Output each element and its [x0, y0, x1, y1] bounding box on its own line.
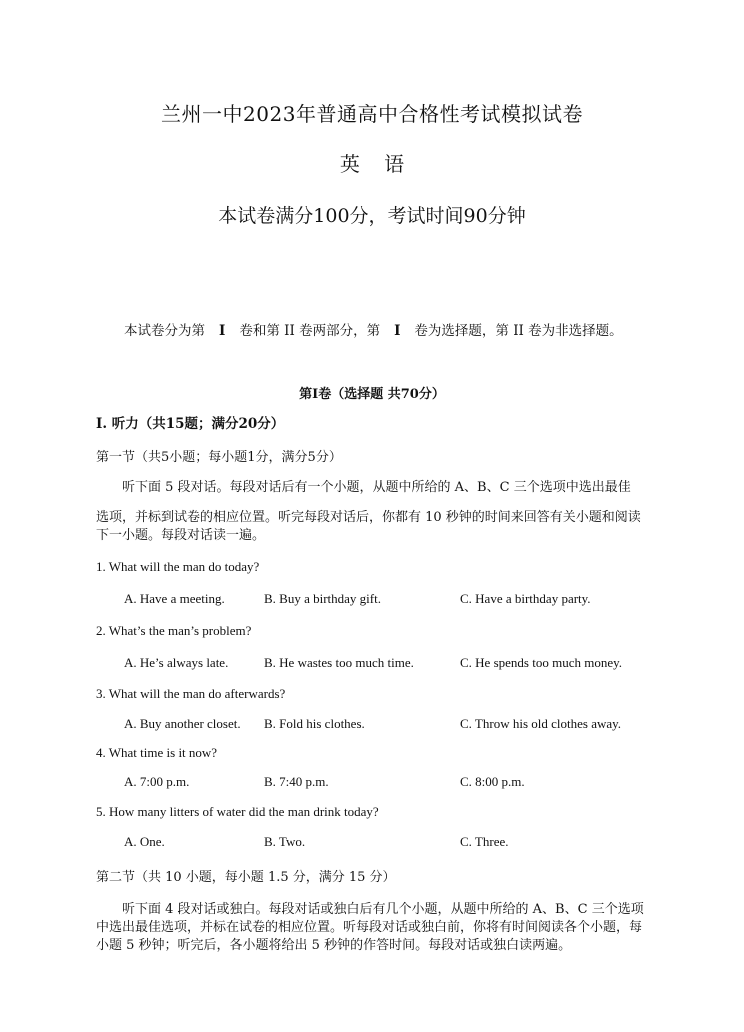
- intro-text-1: 本试卷分为第: [124, 323, 205, 339]
- intro-text-2: 卷和第 II 卷两部分，第: [239, 323, 381, 339]
- q4-option-b: B. 7:40 p.m.: [264, 774, 329, 789]
- exam-title: 兰州一中2023年普通高中合格性考试模拟试卷: [161, 102, 583, 126]
- q5-option-b: B. Two.: [264, 834, 306, 849]
- question-4: 4. What time is it now?: [96, 745, 218, 760]
- section2-instructions: 听下面 4 段对话或独白。每段对话或独白后有几个小题，从题中所给的 A、B、C 三个选项中选出最佳选项，并标在试卷的相应位置。听每段对话或独白前，你将有时间阅读各个小题，每小题 5 秒钟；听完后，各小题将给出 5 秒钟的作答时间。每段对话或独白读两遍。: [96, 902, 644, 953]
- section1-heading: 第一节（共5小题；每小题1分，满分5分）: [96, 450, 342, 465]
- question-5: 5. How many litters of water did the man drink today?: [96, 804, 379, 819]
- question-3: 3. What will the man do afterwards?: [96, 686, 286, 701]
- listening-heading: I. 听力（共15题；满分20分）: [96, 416, 285, 432]
- q5-option-c: C. Three.: [460, 834, 509, 849]
- q2-option-b: B. He wastes too much time.: [264, 655, 414, 670]
- q3-option-b: B. Fold his clothes.: [264, 716, 365, 731]
- volume1-heading: 第I卷（选择题 共70分）: [299, 387, 445, 402]
- section1-instructions-line2: 选项，并标到试卷的相应位置。听完每段对话后，你都有 10 秒钟的时间来回答有关小题和阅读下一小题。每段对话读一遍。: [96, 510, 641, 543]
- subject-title: 英 语: [339, 152, 405, 176]
- q1-option-b: B. Buy a birthday gift.: [264, 591, 381, 606]
- q5-option-a: A. One.: [124, 834, 165, 849]
- section2-heading: 第二节（共 10 小题，每小题 1.5 分，满分 15 分）: [96, 870, 396, 885]
- question-2: 2. What’s the man’s problem?: [96, 623, 252, 638]
- q2-option-a: A. He’s always late.: [124, 655, 229, 670]
- intro-text-3: 卷为选择题，第 II 卷为非选择题。: [414, 323, 623, 339]
- q2-option-c: C. He spends too much money.: [460, 655, 622, 670]
- q3-option-c: C. Throw his old clothes away.: [460, 716, 622, 731]
- q1-option-c: C. Have a birthday party.: [460, 591, 591, 606]
- exam-notice: 本试卷满分100分，考试时间90分钟: [218, 205, 526, 227]
- intro-paragraph: [124, 320, 654, 342]
- q3-option-a: A. Buy another closet.: [124, 716, 241, 731]
- q4-option-c: C. 8:00 p.m.: [460, 774, 525, 789]
- q1-option-a: A. Have a meeting.: [124, 591, 225, 606]
- question-1: 1. What will the man do today?: [96, 559, 260, 574]
- intro-roman-2: I: [394, 323, 401, 339]
- section1-instructions-line1: 听下面 5 段对话。每段对话后有一个小题，从题中所给的 A、B、C 三个选项中选出最佳: [122, 480, 631, 495]
- q4-option-a: A. 7:00 p.m.: [124, 774, 190, 789]
- intro-roman-1: I: [219, 323, 226, 339]
